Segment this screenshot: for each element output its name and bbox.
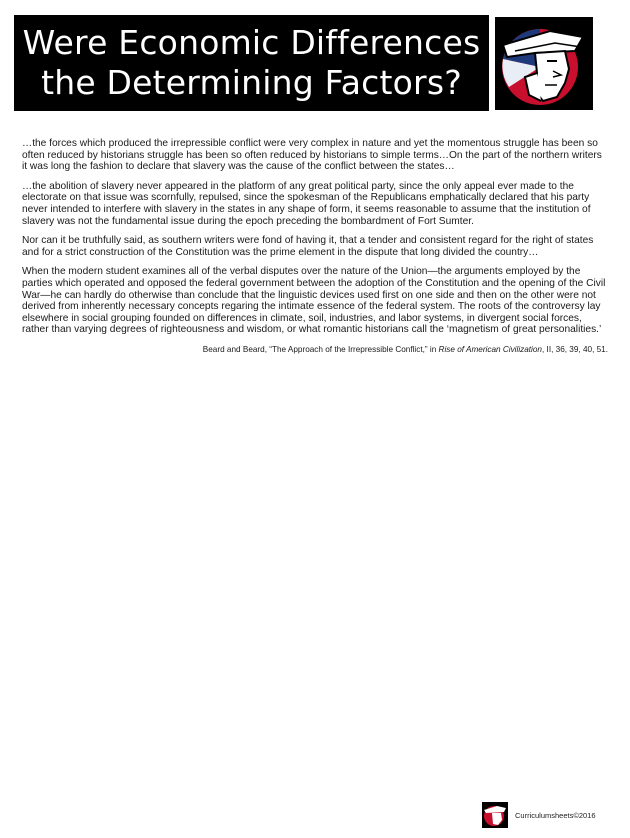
paragraph-2: …the abolition of slavery never appeared in the platform of any great political party, since the only appeal ever made to the electorate on that issue was scornfully, repulsed, since the spokesman of the Republicans emphatically declared that his party never intended to interfere with slavery in the states in any shape of form, it seems reasonable to assume that the institution of slavery was not the fundamental issue during the epoch preceding the bombardment of Fort Sumter. [22, 180, 591, 227]
footer-copyright: Curriculumsheets©2016 [515, 810, 596, 820]
curriculumsheets-logo-icon [482, 802, 508, 828]
quotation-body [22, 138, 608, 355]
citation-suffix: , II, 36, 39, 40, 51. [542, 344, 608, 354]
title-banner [14, 15, 489, 111]
page-title-line-1: Were Economic Differences [22, 23, 481, 62]
colonial-patriot-logo-icon [495, 17, 593, 110]
paragraph-1: …the forces which produced the irrepressible conflict were very complex in nature and yet the momentous struggle has been so often reduced by historians struggle has been so often reduced by historians to simple terms…On the part of the northern writers it was long the fashion to declare that slavery was the cause of the conflict between the states… [22, 138, 602, 173]
paragraph-3: Nor can it be truthfully said, as southern writers were fond of having it, that a tender and consistent regard for the right of states and for a strict construction of the Constitution was the prime element in the dispute that long divided the country… [22, 235, 594, 258]
citation-prefix: Beard and Beard, “The Approach of the Irrepressible Conflict,” in [202, 344, 439, 354]
citation [22, 344, 608, 355]
paragraph-4: When the modern student examines all of the verbal disputes over the nature of the Union—the arguments employed by the parties which operated and opposed the federal government between the adoption of the Constitution and the opening of the Civil War—he can hardly do otherwise than conclude that the linguistic devices used first on one side and then on the other were not derived from inherently necessary concepts regaring the intimate essence of the federal system. The roots of the controversy lay elsewhere in social grouping founded on differences in climate, soil, industries, and labor systems, in divergent social forces, rather than varying degrees of righteousness and wisdom, or what romantic historians call the ‘magnetism of great personalities.’ [22, 266, 606, 336]
page-title-line-2: the Determining Factors? [41, 63, 462, 102]
footer [482, 802, 596, 828]
citation-book-title: Rise of American Civilization [438, 344, 542, 354]
